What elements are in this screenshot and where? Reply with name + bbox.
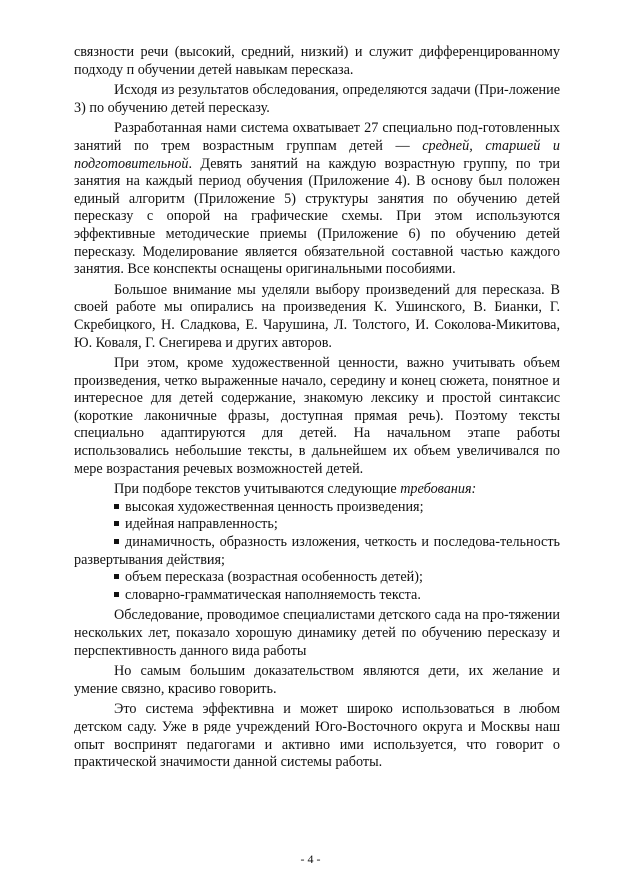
square-bullet-icon [114, 504, 119, 509]
requirement-item [74, 534, 560, 569]
square-bullet-icon [114, 574, 119, 579]
paragraph-4: Большое внимание мы уделяли выбору произведений для пересказа. В своей работе мы опирались на произведения К. Ушинского, В. Бианки, Г. Скребицкого, Н. Сладкова, Е. Чарушина, Л. Толстого, И. Соколова-Микитова, Ю. Коваля, Г. Снегирева и других авторов. [74, 281, 560, 351]
paragraph-7: Но самым большим доказательством являются дети, их желание и умение связно, красиво говорить. [74, 663, 560, 697]
square-bullet-icon [114, 539, 119, 544]
square-bullet-icon [114, 592, 119, 597]
age-groups-italic: средней, старшей и подготовительной [74, 137, 560, 172]
paragraph-3-end: . Девять занятий на каждую возрастную группу, по три занятия на каждый период обучения (Приложение 4). В основу был положен единый алгоритм (Приложение 5) структуры занятия по обучению детей пересказу с опорой на графические схемы. При этом используются эффективные методические приемы (Приложение 6) по обучению детей пересказу. Моделирование является обязательной составной частью каждого занятия. Все конспекты оснащены оригинальными пособиями. [74, 155, 560, 278]
requirements-italic: требования: [400, 481, 477, 498]
body-text [74, 44, 560, 772]
page-number: - 4 - [300, 852, 321, 866]
requirements-intro [74, 481, 560, 499]
paragraph-1: связности речи (высокий, средний, низкий) и служит дифференцированному подходу п обучении детей навыкам пересказа. [74, 44, 560, 78]
requirement-item [74, 587, 560, 605]
requirements-list [74, 499, 560, 605]
paragraph-5: При этом, кроме художественной ценности, важно учитывать объем произведения, четко выраженные начало, середину и конец сюжета, понятное и интересное для детей содержание, знакомую лексику и простой синтаксис (короткие лаконичные фразы, доступная прямая речь). Поэтому тексты специально адаптируются для детей. На начальном этапе работы использовались небольшие тексты, в дальнейшем их объем увеличивался по мере возрастания речевых возможностей детей. [74, 355, 560, 477]
paragraph-3 [74, 120, 560, 278]
requirement-text: высокая художественная ценность произведения; [125, 498, 424, 515]
paragraph-3-start: Разработанная нами система охватывает 27 специально под-готовленных занятий по трем возрастным группам детей — [74, 120, 560, 154]
paragraph-2: Исходя из результатов обследования, определяются задачи (При-ложение 3) по обучению детей пересказу. [74, 82, 560, 116]
requirement-item [74, 569, 560, 587]
paragraph-6: Обследование, проводимое специалистами детского сада на про-тяжении нескольких лет, показало хорошую динамику детей по обучению пересказу и перспективность данного вида работы [74, 607, 560, 659]
paragraph-8: Это система эффективна и может широко использоваться в любом детском саду. Уже в ряде учреждений Юго-Восточного округа и Москвы наш опыт воспринят педагогами и активно ими используется, что говорит о практической значимости данной системы работы. [74, 701, 560, 771]
requirement-text: словарно-грамматическая наполняемость текста. [125, 586, 421, 603]
requirement-text: идейная направленность; [125, 516, 278, 533]
square-bullet-icon [114, 521, 119, 526]
requirements-intro-text: При подборе текстов учитываются следующие [114, 481, 397, 498]
requirement-item [74, 516, 560, 534]
requirement-item [74, 499, 560, 517]
requirement-text: объем пересказа (возрастная особенность детей); [125, 569, 423, 586]
requirement-text: динамичность, образность изложения, четкость и последова-тельность развертывания действия; [74, 534, 560, 568]
